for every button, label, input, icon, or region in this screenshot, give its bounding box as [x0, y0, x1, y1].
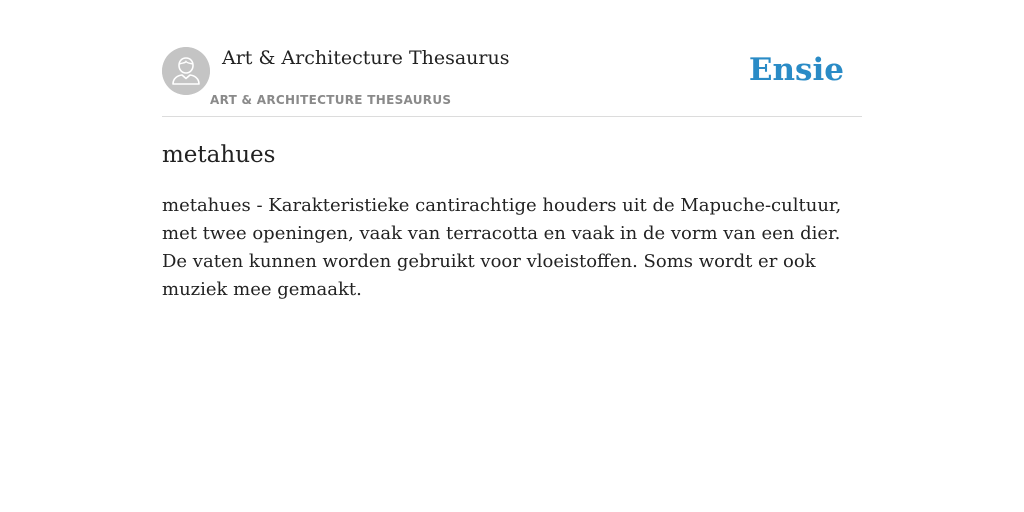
- user-icon: [162, 47, 210, 95]
- page-title: metahues: [162, 142, 276, 168]
- page-header: [162, 46, 862, 117]
- definition-text: metahues - Karakteristieke cantirachtige houders uit de Mapuche-cultuur, met twee openingen, vaak van terracotta en vaak in de vorm van een dier. De vaten kunnen worden gebruikt voor vloeistoffen. Soms wordt er ook muziek mee gemaakt.: [162, 195, 842, 300]
- author-avatar[interactable]: [162, 47, 210, 95]
- ensie-logo[interactable]: Ensie: [748, 52, 844, 88]
- author-name-link[interactable]: Art & Architecture Thesaurus: [222, 47, 510, 69]
- author-subtitle: ART & ARCHITECTURE THESAURUS: [210, 93, 452, 107]
